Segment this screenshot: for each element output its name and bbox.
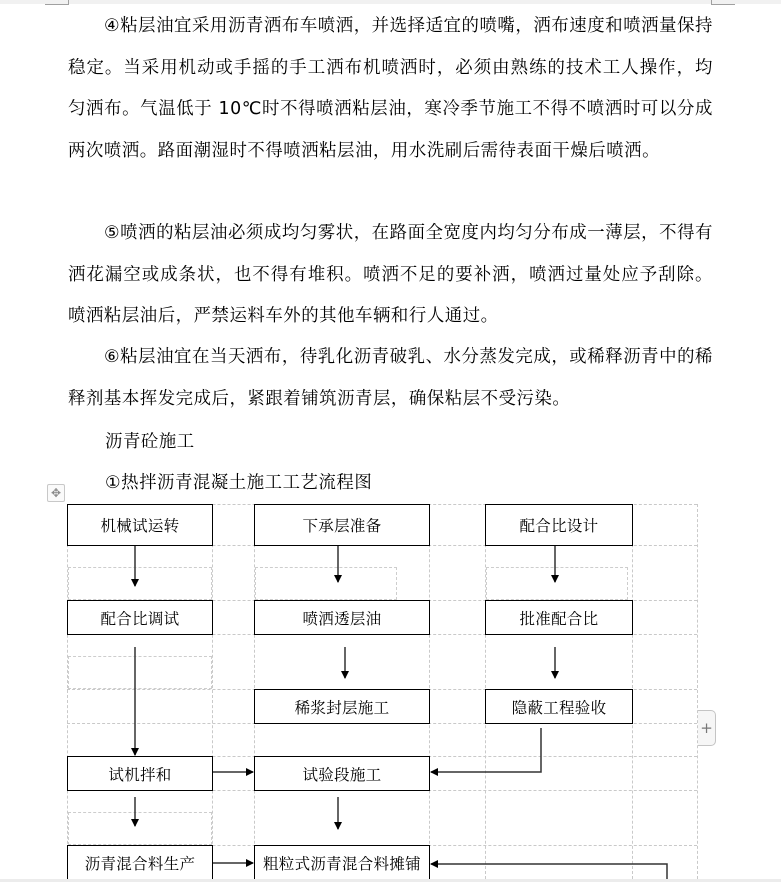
node-coarse-paving: 粗粒式沥青混合料摊铺 — [254, 845, 430, 880]
node-mix-design: 配合比设计 — [485, 504, 633, 546]
node-mix-adjustment: 配合比调试 — [67, 600, 213, 635]
paragraph-5: ⑤喷洒的粘层油必须成均匀雾状，在路面全宽度内均匀分布成一薄层，不得有洒花漏空或成条状，也不得有堆积。喷洒不足的要补洒，喷洒过量处应予刮除。喷洒粘层油后，严禁运料车外的其他车辆和行人通过。 — [68, 223, 713, 326]
node-machine-test-run: 机械试运转 — [67, 504, 213, 546]
paragraph-6: ⑥粘层油宜在当天洒布，待乳化沥青破乳、水分蒸发完成，或稀释沥青中的稀释剂基本挥发完成后，紧跟着铺筑沥青层，确保粘层不受污染。 — [68, 347, 713, 409]
node-trial-mixing: 试机拌和 — [67, 756, 213, 791]
section-heading: 沥青砼施工 — [105, 432, 195, 452]
arrow-accept-to-trial-section — [431, 728, 541, 772]
margin-corner-mark-left — [45, 4, 69, 5]
arrow-cell-frame — [68, 656, 212, 689]
plus-icon: + — [700, 719, 713, 737]
grid-line — [697, 504, 698, 879]
margin-corner-mark-right — [711, 4, 735, 5]
margin-corner-mark-right-vertical — [711, 0, 712, 5]
table-move-handle[interactable] — [47, 484, 65, 502]
node-base-preparation: 下承层准备 — [254, 504, 430, 546]
node-slurry-seal: 稀浆封层施工 — [254, 689, 430, 724]
add-row-button[interactable] — [698, 710, 716, 746]
move-arrows-icon: ✥ — [50, 486, 62, 500]
node-prime-coat: 喷洒透层油 — [254, 600, 430, 635]
paragraph-4: ④粘层油宜采用沥青洒布车喷洒，并选择适宜的喷嘴，洒布速度和喷洒量保持稳定。当采用机动或手摇的手工洒布机喷洒时，必须由熟练的技术工人操作，均匀洒布。气温低于 10℃时不得喷洒粘层油，寒冷季节施工不得不喷洒时可以分成两次喷洒。路面潮湿时不得喷洒粘层油，用水洗刷后需待表面干燥后喷洒。 — [68, 16, 713, 161]
node-mix-approval: 批准配合比 — [485, 600, 633, 635]
flowchart-title: ①热拌沥青混凝土施工工艺流程图 — [105, 473, 373, 493]
page-top-edge — [0, 0, 781, 4]
arrow-cell-frame — [68, 812, 212, 845]
arrow-cell-frame — [486, 567, 628, 600]
node-trial-section: 试验段施工 — [254, 756, 430, 791]
arrow-cell-frame — [255, 567, 397, 600]
arrow-cell-frame — [68, 567, 212, 600]
margin-corner-mark-left-vertical — [68, 0, 69, 5]
grid-line — [212, 504, 213, 879]
node-concealed-acceptance: 隐蔽工程验收 — [485, 689, 633, 724]
node-mix-production: 沥青混合料生产 — [67, 845, 213, 880]
